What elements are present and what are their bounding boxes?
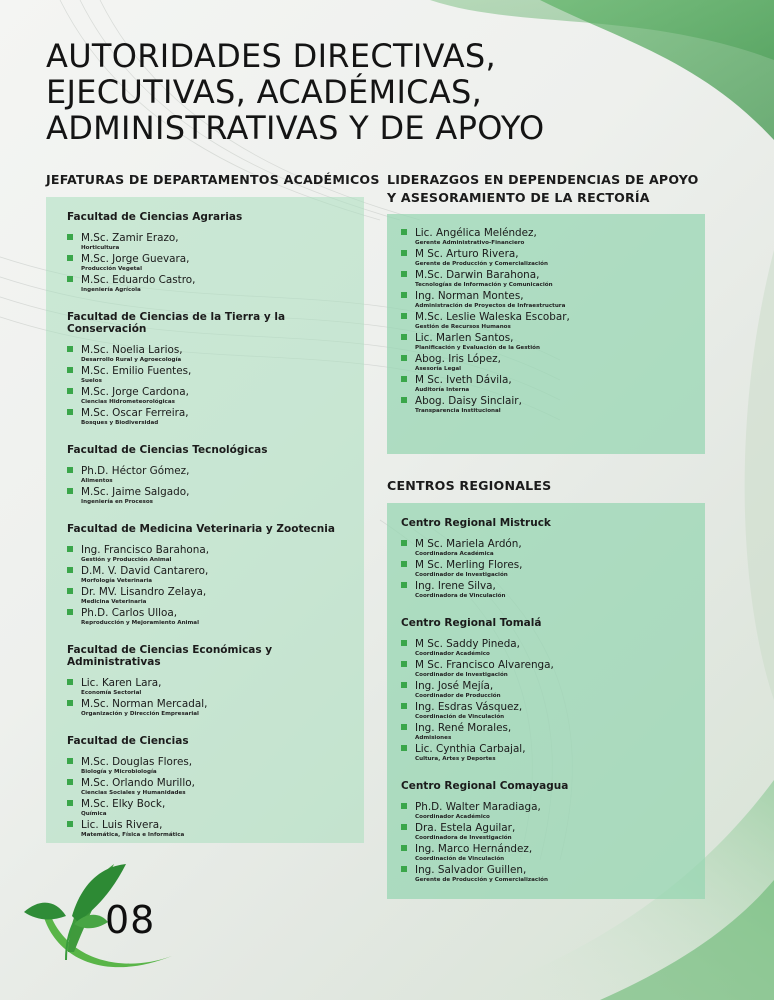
- bullet-square-icon: [67, 679, 73, 685]
- person-name: M.Sc. Douglas Flores,: [81, 756, 193, 768]
- person-role: Coordinador de Investigación: [415, 572, 508, 578]
- person-entry: [67, 274, 354, 295]
- bullet-square-icon: [67, 567, 73, 573]
- title-line: AUTORIDADES DIRECTIVAS,: [46, 37, 497, 75]
- bullet-square-icon: [401, 355, 407, 361]
- person-role: Cultura, Artes y Deportes: [415, 756, 496, 762]
- title-line: EJECUTIVAS, ACADÉMICAS,: [46, 73, 483, 111]
- person-entry: [401, 580, 695, 601]
- person-role: Coordinadora de Vinculación: [415, 593, 506, 599]
- person-name: M Sc. Merling Flores,: [415, 559, 523, 571]
- person-name: M.Sc. Elky Bock,: [81, 798, 166, 810]
- person-entry: [67, 486, 354, 507]
- person-name: Ing. Norman Montes,: [415, 290, 524, 302]
- person-entry: [67, 798, 354, 819]
- person-role: Coordinadora Académica: [415, 551, 494, 557]
- person-name: M.Sc. Leslie Waleska Escobar,: [415, 311, 570, 323]
- person-name: Ing. Irene Silva,: [415, 580, 496, 592]
- bullet-square-icon: [67, 758, 73, 764]
- heading-academic-departments: JEFATURAS DE DEPARTAMENTOS ACADÉMICOS: [46, 172, 380, 187]
- person-role: Coordinación de Vinculación: [415, 714, 505, 720]
- person-name: Abog. Iris López,: [415, 353, 501, 365]
- person-entry: [401, 743, 695, 764]
- bullet-square-icon: [401, 397, 407, 403]
- faculties-panel: [46, 197, 364, 843]
- bullet-square-icon: [401, 292, 407, 298]
- person-role: Bosques y Biodiversidad: [81, 420, 159, 426]
- bullet-square-icon: [401, 334, 407, 340]
- bullet-square-icon: [67, 700, 73, 706]
- faculty-section: [67, 444, 354, 507]
- person-role: Transparencia Institucional: [415, 408, 501, 414]
- person-entry: [67, 756, 354, 777]
- faculty-title: Facultad de Ciencias Tecnológicas: [67, 444, 268, 456]
- bullet-square-icon: [67, 346, 73, 352]
- center-section: [401, 517, 695, 601]
- person-name: M.Sc. Jorge Cardona,: [81, 386, 189, 398]
- person-entry: [401, 659, 695, 680]
- bullet-square-icon: [67, 367, 73, 373]
- bullet-square-icon: [401, 561, 407, 567]
- bullet-square-icon: [67, 488, 73, 494]
- person-name: Ing. José Mejía,: [415, 680, 494, 692]
- person-role: Coordinación de Vinculación: [415, 856, 505, 862]
- person-name: M Sc. Iveth Dávila,: [415, 374, 512, 386]
- faculty-title: Facultad de Ciencias Agrarias: [67, 211, 243, 223]
- person-name: D.M. V. David Cantarero,: [81, 565, 209, 577]
- person-entry: [401, 843, 695, 864]
- person-name: M.Sc. Jaime Salgado,: [81, 486, 190, 498]
- person-role: Gestión y Producción Animal: [81, 557, 172, 563]
- person-role: Producción Vegetal: [81, 266, 142, 272]
- person-name: Ph.D. Walter Maradiaga,: [415, 801, 541, 813]
- faculty-section: [67, 644, 354, 719]
- person-name: Lic. Marlen Santos,: [415, 332, 514, 344]
- bullet-square-icon: [401, 661, 407, 667]
- faculty-title: Facultad de Ciencias: [67, 735, 189, 747]
- person-entry: [67, 677, 354, 698]
- person-name: M.Sc. Emilio Fuentes,: [81, 365, 192, 377]
- person-role: Matemática, Física e Informática: [81, 832, 185, 838]
- person-entry: [401, 559, 695, 580]
- person-role: Medicina Veterinaria: [81, 599, 147, 605]
- person-role: Horticultura: [81, 245, 120, 251]
- person-role: Gerente Administrativo-Financiero: [415, 240, 525, 246]
- person-role: Coordinador de Investigación: [415, 672, 508, 678]
- person-name: Ing. Francisco Barahona,: [81, 544, 210, 556]
- person-entry: [401, 638, 695, 659]
- bullet-square-icon: [401, 682, 407, 688]
- person-entry: [401, 353, 695, 374]
- person-name: M.Sc. Darwin Barahona,: [415, 269, 540, 281]
- person-entry: [401, 822, 695, 843]
- person-name: M.Sc. Norman Mercadal,: [81, 698, 208, 710]
- person-role: Administración de Proyectos de Infraestructura: [415, 303, 566, 309]
- person-name: M.Sc. Jorge Guevara,: [81, 253, 190, 265]
- heading-support-leadership: [387, 171, 699, 207]
- person-name: M Sc. Mariela Ardón,: [415, 538, 522, 550]
- person-role: Química: [81, 811, 107, 817]
- faculty-title: Facultad de Medicina Veterinaria y Zootecnia: [67, 523, 335, 535]
- faculty-section: [67, 211, 354, 295]
- person-role: Planificación y Evaluación de la Gestión: [415, 345, 540, 351]
- bullet-square-icon: [401, 540, 407, 546]
- bullet-square-icon: [67, 276, 73, 282]
- person-entry: [401, 374, 695, 395]
- person-entry: [401, 395, 695, 416]
- center-title: Centro Regional Comayagua: [401, 780, 569, 792]
- person-role: Ingeniería Agrícola: [81, 287, 141, 293]
- faculty-section: [67, 735, 354, 840]
- person-role: Ciencias Sociales y Humanidades: [81, 790, 186, 796]
- bullet-square-icon: [401, 703, 407, 709]
- person-role: Coordinador Académico: [415, 651, 490, 657]
- bullet-square-icon: [67, 546, 73, 552]
- person-name: Ing. Esdras Vásquez,: [415, 701, 523, 713]
- center-title: Centro Regional Mistruck: [401, 517, 551, 529]
- heading-line: Y ASESORAMIENTO DE LA RECTORÍA: [387, 190, 650, 205]
- bullet-square-icon: [67, 467, 73, 473]
- person-role: Organización y Dirección Empresarial: [81, 711, 199, 717]
- person-entry: [67, 386, 354, 407]
- faculty-title: Facultad de Ciencias Económicas y Administrativas: [67, 644, 273, 668]
- center-section: [401, 780, 695, 885]
- person-role: Alimentos: [81, 478, 113, 484]
- person-name: Lic. Karen Lara,: [81, 677, 162, 689]
- bullet-square-icon: [401, 229, 407, 235]
- person-role: Morfología Veterinaria: [81, 578, 153, 584]
- center-title: Centro Regional Tomalá: [401, 617, 542, 629]
- bullet-square-icon: [401, 250, 407, 256]
- person-entry: [401, 801, 695, 822]
- faculty-section: [67, 523, 354, 628]
- bullet-square-icon: [67, 800, 73, 806]
- page-number: 08: [105, 898, 156, 942]
- bullet-square-icon: [401, 724, 407, 730]
- bullet-square-icon: [401, 803, 407, 809]
- person-name: Ph.D. Héctor Gómez,: [81, 465, 190, 477]
- person-entry: [401, 332, 695, 353]
- bullet-square-icon: [67, 409, 73, 415]
- person-role: Desarrollo Rural y Agroecología: [81, 357, 182, 363]
- person-entry: [401, 538, 695, 559]
- person-name: M.Sc. Orlando Murillo,: [81, 777, 195, 789]
- person-role: Ciencias Hidrometeorológicas: [81, 399, 175, 405]
- person-name: M.Sc. Oscar Ferreira,: [81, 407, 189, 419]
- person-entry: [401, 248, 695, 269]
- person-entry: [67, 777, 354, 798]
- bullet-square-icon: [67, 234, 73, 240]
- person-name: Lic. Angélica Meléndez,: [415, 227, 537, 239]
- person-role: Gestión de Recursos Humanos: [415, 324, 511, 330]
- person-name: Dra. Estela Aguilar,: [415, 822, 516, 834]
- person-entry: [401, 311, 695, 332]
- person-role: Admisiones: [415, 735, 452, 741]
- person-entry: [67, 232, 354, 253]
- bullet-square-icon: [67, 821, 73, 827]
- person-entry: [401, 269, 695, 290]
- bullet-square-icon: [401, 866, 407, 872]
- person-name: M Sc. Saddy Pineda,: [415, 638, 520, 650]
- person-role: Gerente de Producción y Comercialización: [415, 877, 548, 883]
- person-role: Economía Sectorial: [81, 690, 142, 696]
- person-name: Lic. Luis Rivera,: [81, 819, 163, 831]
- person-role: Auditoría Interna: [415, 387, 470, 393]
- person-entry: [401, 290, 695, 311]
- person-entry: [67, 698, 354, 719]
- person-name: M.Sc. Eduardo Castro,: [81, 274, 196, 286]
- bullet-square-icon: [67, 588, 73, 594]
- support-panel: [387, 214, 705, 454]
- person-entry: [401, 722, 695, 743]
- person-entry: [67, 544, 354, 565]
- person-name: M Sc. Francisco Alvarenga,: [415, 659, 554, 671]
- center-section: [401, 617, 695, 764]
- person-role: Coordinadora de Investigación: [415, 835, 512, 841]
- person-entry: [67, 586, 354, 607]
- bullet-square-icon: [67, 779, 73, 785]
- faculty-section: [67, 311, 354, 428]
- person-role: Gerente de Producción y Comercialización: [415, 261, 548, 267]
- bullet-square-icon: [67, 609, 73, 615]
- person-entry: [401, 701, 695, 722]
- person-name: Abog. Daisy Sinclair,: [415, 395, 522, 407]
- person-role: Asesoría Legal: [415, 366, 462, 372]
- person-entry: [67, 565, 354, 586]
- person-entry: [401, 680, 695, 701]
- person-name: M.Sc. Zamir Erazo,: [81, 232, 179, 244]
- heading-line: LIDERAZGOS EN DEPENDENCIAS DE APOYO: [387, 172, 699, 187]
- person-entry: [67, 407, 354, 428]
- person-role: Reproducción y Mejoramiento Animal: [81, 620, 199, 626]
- person-entry: [401, 864, 695, 885]
- person-name: M Sc. Arturo Rivera,: [415, 248, 519, 260]
- person-role: Biología y Microbiología: [81, 769, 157, 775]
- page-title: [46, 38, 686, 146]
- person-role: Ingeniería en Procesos: [81, 499, 153, 505]
- title-line: ADMINISTRATIVAS Y DE APOYO: [46, 109, 545, 147]
- bullet-square-icon: [67, 388, 73, 394]
- person-name: Lic. Cynthia Carbajal,: [415, 743, 526, 755]
- person-entry: [67, 365, 354, 386]
- person-entry: [401, 227, 695, 248]
- bullet-square-icon: [401, 745, 407, 751]
- bullet-square-icon: [401, 313, 407, 319]
- bullet-square-icon: [401, 582, 407, 588]
- person-entry: [67, 607, 354, 628]
- bullet-square-icon: [401, 845, 407, 851]
- bullet-square-icon: [401, 376, 407, 382]
- person-role: Suelos: [81, 378, 102, 384]
- person-name: Dr. MV. Lisandro Zelaya,: [81, 586, 207, 598]
- person-entry: [67, 344, 354, 365]
- faculty-title: Facultad de Ciencias de la Tierra y la Conservación: [67, 311, 286, 335]
- person-name: Ing. Salvador Guillen,: [415, 864, 527, 876]
- bullet-square-icon: [401, 271, 407, 277]
- heading-regional-centers: CENTROS REGIONALES: [387, 478, 552, 493]
- person-name: Ing. René Morales,: [415, 722, 512, 734]
- person-role: Coordinador de Producción: [415, 693, 501, 699]
- person-role: Coordinador Académico: [415, 814, 490, 820]
- bullet-square-icon: [401, 640, 407, 646]
- person-entry: [67, 253, 354, 274]
- person-name: Ph.D. Carlos Ulloa,: [81, 607, 178, 619]
- person-name: M.Sc. Noelia Larios,: [81, 344, 183, 356]
- bullet-square-icon: [401, 824, 407, 830]
- regional-centers-panel: [387, 503, 705, 899]
- person-role: Tecnologías de Información y Comunicación: [415, 282, 553, 288]
- person-name: Ing. Marco Hernández,: [415, 843, 533, 855]
- person-entry: [67, 465, 354, 486]
- person-entry: [67, 819, 354, 840]
- bullet-square-icon: [67, 255, 73, 261]
